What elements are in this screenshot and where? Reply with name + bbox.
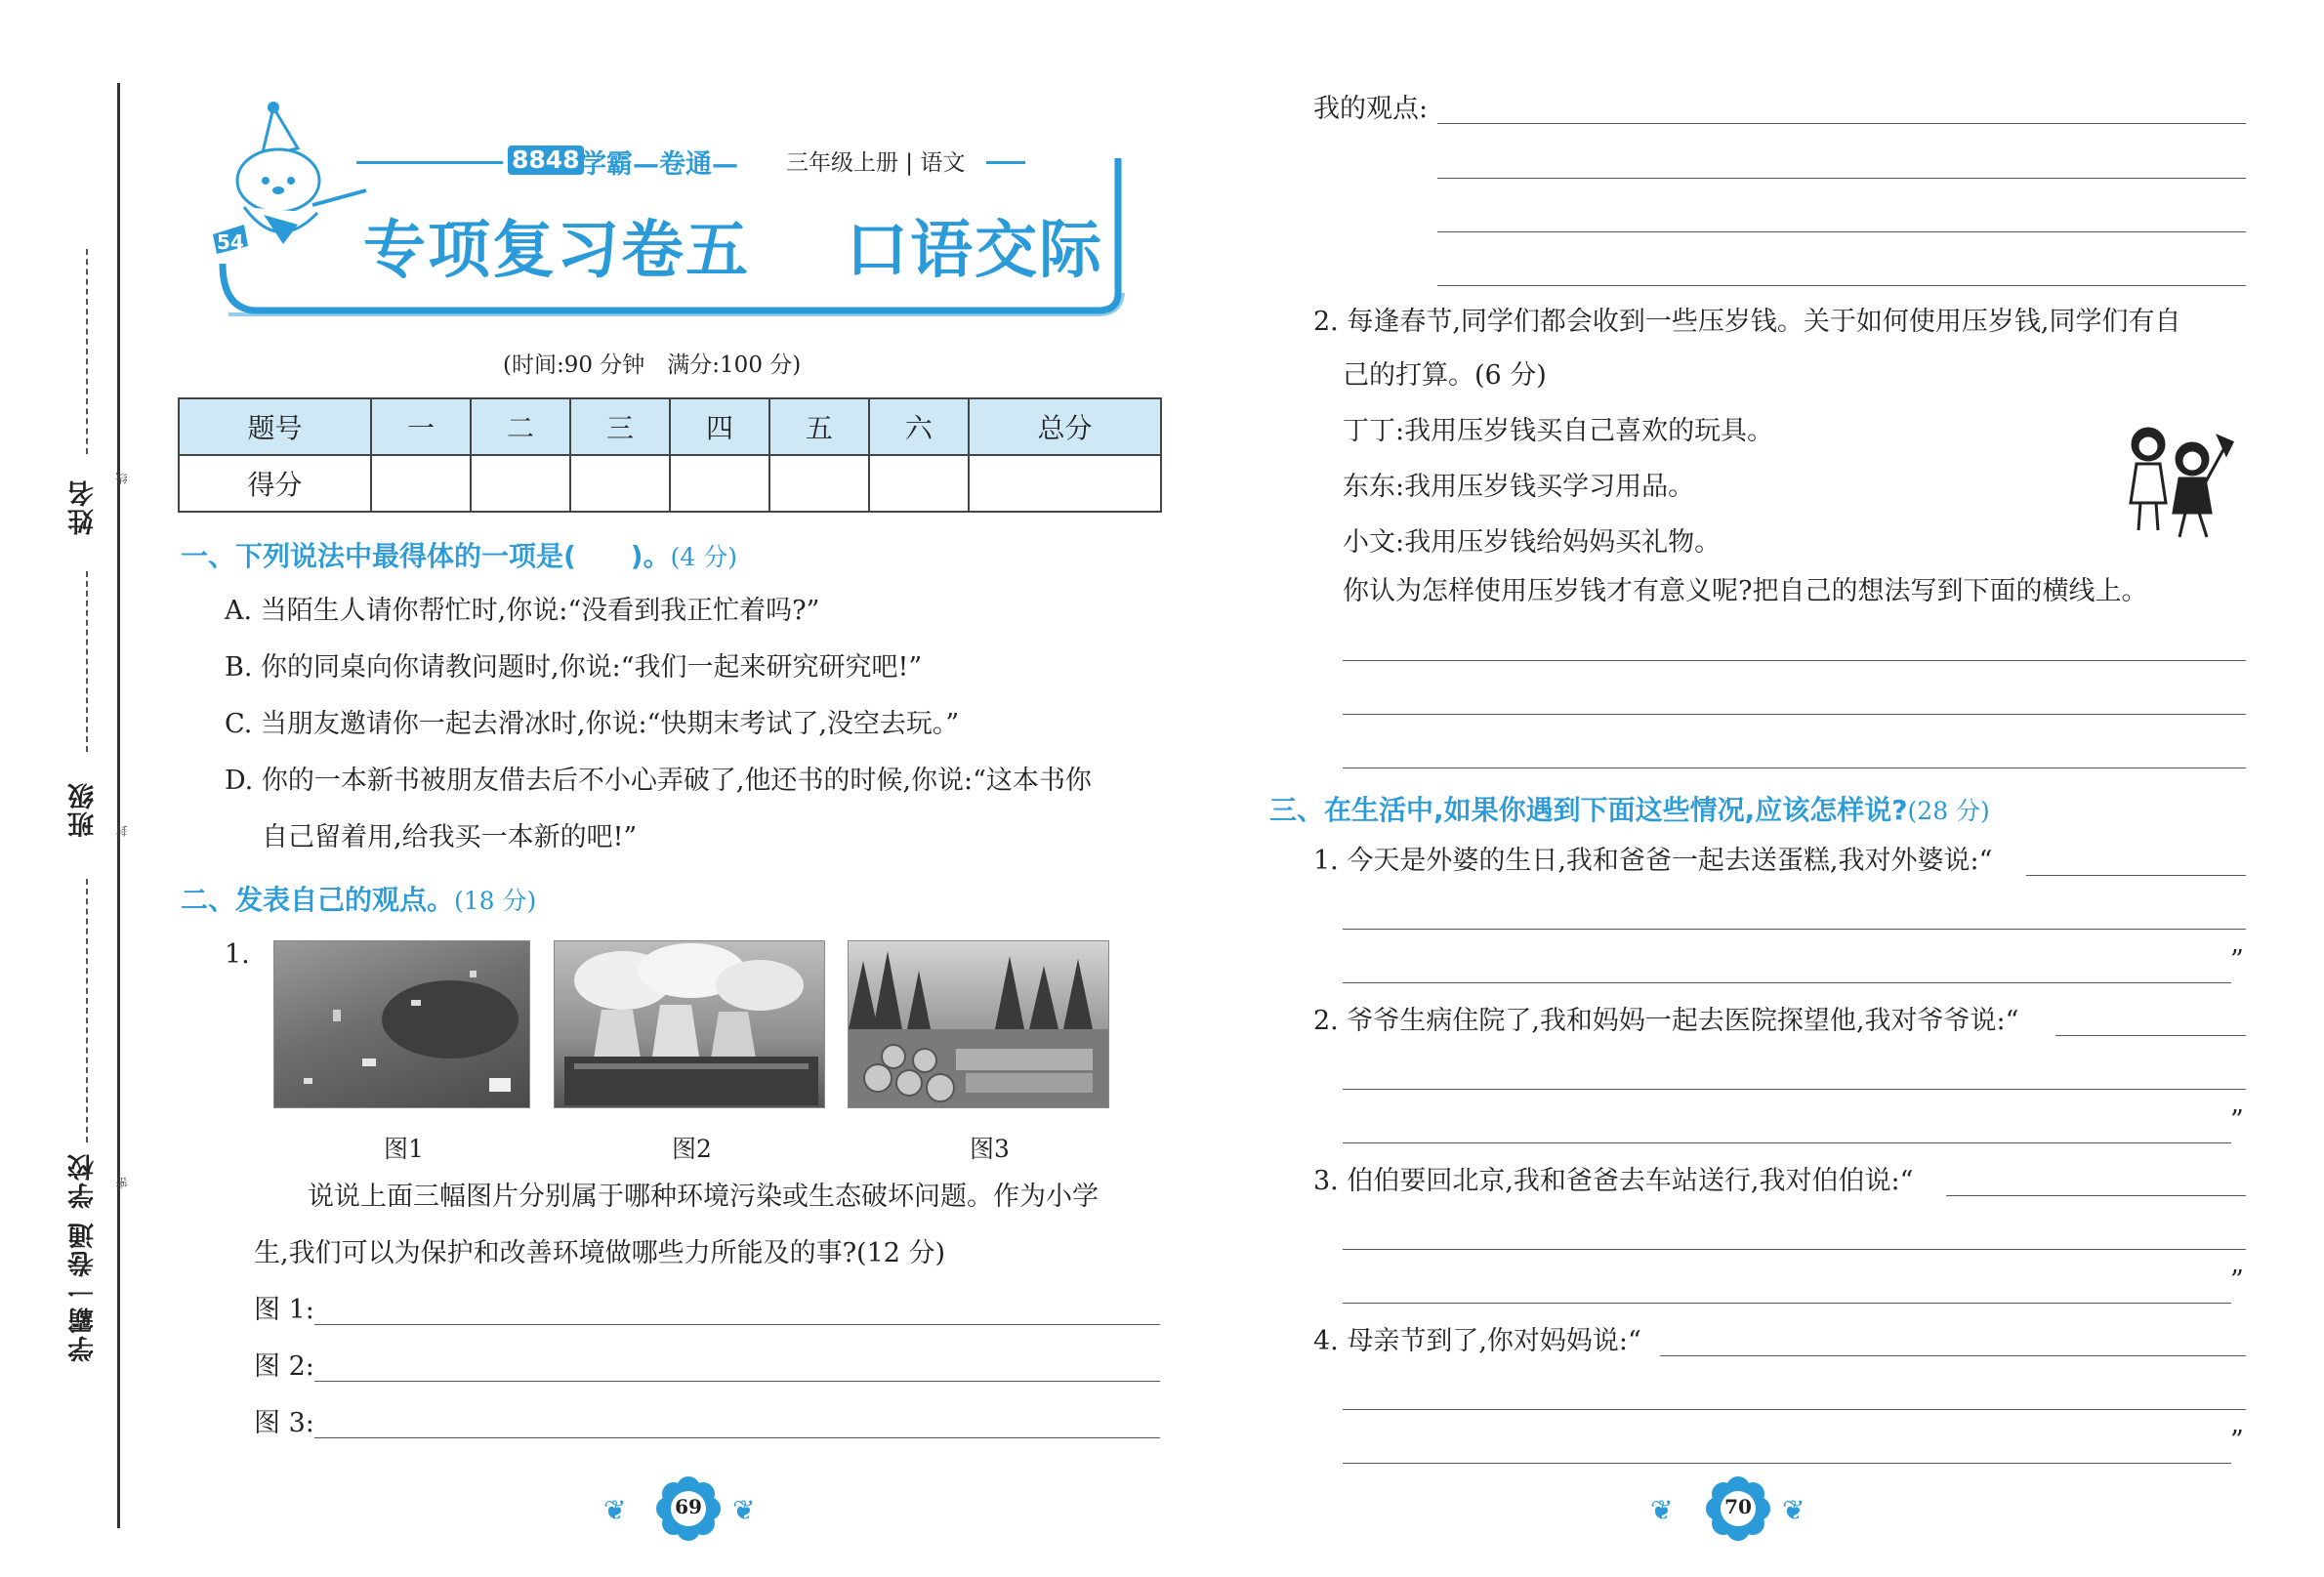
score-table-score-row <box>179 455 1161 512</box>
answer-line-fig3[interactable] <box>314 1437 1160 1438</box>
sidebar-dash-2 <box>86 571 88 752</box>
photo-power-plant <box>554 940 825 1108</box>
my-view-line-3[interactable] <box>1437 231 2246 232</box>
dialogue-xiaowen: 小文:我用压岁钱给妈妈买礼物。 <box>1343 527 1722 558</box>
series-badge: 8848 <box>508 145 584 175</box>
page-number-right <box>1704 1474 1772 1543</box>
item3-close-quote: ” <box>2230 1266 2244 1296</box>
page-number-left-text: 69 <box>675 1495 702 1518</box>
score-table-header-row <box>179 398 1161 455</box>
sprout-icon-left-b: ❦ <box>732 1494 756 1526</box>
section1-option-d-cont: 自己留着用,给我买一本新的吧!” <box>262 822 638 852</box>
score-row-label: 得分 <box>179 455 371 512</box>
score-header-cell: 五 <box>769 398 869 455</box>
banner-line-right <box>986 161 1025 164</box>
sidebar-dash-3 <box>86 879 88 1142</box>
section2-q1-number: 1. <box>225 939 250 970</box>
section2-q1-text-1: 说说上面三幅图片分别属于哪种环境污染或生态破坏问题。作为小学 <box>308 1182 1099 1212</box>
section3-points: (28 分) <box>1907 797 1990 825</box>
item3-line-a[interactable] <box>1946 1195 2246 1196</box>
item2-close-quote: ” <box>2230 1105 2244 1136</box>
score-header-cell: 三 <box>570 398 670 455</box>
page-number-left <box>654 1474 723 1543</box>
answer-label-fig1: 图 1: <box>254 1295 314 1325</box>
my-view-line-4[interactable] <box>1437 285 2246 286</box>
page-number-right-text: 70 <box>1724 1495 1752 1518</box>
score-header-cell: 四 <box>670 398 769 455</box>
section1-option-a[interactable]: A. 当陌生人请你帮忙时,你说:“没看到我正忙着吗?” <box>225 596 820 626</box>
section2-q2-line1: 2. 每逢春节,同学们都会收到一些压岁钱。关于如何使用压岁钱,同学们有自 <box>1313 307 2181 337</box>
caption-fig3: 图3 <box>970 1135 1010 1163</box>
dialogue-dongdong: 东东:我用压岁钱买学习用品。 <box>1343 472 1695 502</box>
section3-item-2: 2. 爷爷生病住院了,我和妈妈一起去医院探望他,我对爷爷说:“ <box>1313 1006 2019 1036</box>
my-view-line-1[interactable] <box>1437 123 2246 124</box>
item4-line-a[interactable] <box>1660 1355 2246 1356</box>
sidebar-dash-1 <box>86 249 88 454</box>
photo-logging <box>848 940 1109 1108</box>
page-title: 专项复习卷五 <box>363 215 750 287</box>
answer-label-fig2: 图 2: <box>254 1351 314 1382</box>
item3-line-b[interactable] <box>1343 1249 2246 1250</box>
item2-line-a[interactable] <box>2055 1035 2246 1036</box>
section3-item-1: 1. 今天是外婆的生日,我和爸爸一起去送蛋糕,我对外婆说:“ <box>1313 846 1993 876</box>
caption-fig2: 图2 <box>672 1135 712 1163</box>
photo-litter <box>273 940 530 1108</box>
item3-line-c[interactable] <box>1343 1303 2231 1304</box>
score-input-cell[interactable] <box>670 455 769 512</box>
score-input-cell[interactable] <box>570 455 670 512</box>
item2-line-c[interactable] <box>1343 1142 2231 1143</box>
score-header-cell: 一 <box>371 398 471 455</box>
score-input-cell[interactable] <box>471 455 570 512</box>
cut-mark-secret: 密 <box>115 1177 129 1188</box>
class-label: 班级 <box>68 781 99 838</box>
q2-answer-line-1[interactable] <box>1343 660 2246 661</box>
sprout-icon-left-a: ❦ <box>603 1494 627 1526</box>
children-illustration-icon <box>2109 415 2236 542</box>
series-label: 学霸一卷通 <box>68 1221 99 1362</box>
score-table <box>178 397 1162 513</box>
section2-q2-prompt: 你认为怎样使用压岁钱才有意义呢?把自己的想法写到下面的横线上。 <box>1343 576 2148 606</box>
exam-info: (时间:90 分钟 满分:100 分) <box>503 353 802 378</box>
section1-option-b[interactable]: B. 你的同桌向你请教问题时,你说:“我们一起来研究研究吧!” <box>225 652 923 683</box>
q2-answer-line-2[interactable] <box>1343 714 2246 715</box>
item4-line-c[interactable] <box>1343 1463 2231 1464</box>
section1-heading: 一、下列说法中最得体的一项是( )。 <box>181 540 671 572</box>
cut-mark-seal: 封 <box>115 825 129 837</box>
sidebar-rule <box>117 83 120 1528</box>
section1-option-c[interactable]: C. 当朋友邀请你一起去滑冰时,你说:“快期末考试了,没空去玩。” <box>225 709 960 739</box>
sprout-icon-right-a: ❦ <box>1650 1494 1674 1526</box>
banner-line-left <box>356 161 503 164</box>
section2-q2-line2: 己的打算。(6 分) <box>1343 360 1547 391</box>
item1-line-a[interactable] <box>2026 875 2246 876</box>
section2-title <box>181 879 536 918</box>
my-view-line-2[interactable] <box>1437 178 2246 179</box>
section3-title <box>1269 789 1990 828</box>
item2-line-b[interactable] <box>1343 1089 2246 1090</box>
dialogue-dingding: 丁丁:我用压岁钱买自己喜欢的玩具。 <box>1343 416 1774 446</box>
section1-points: (4 分) <box>670 543 737 571</box>
section3-item-4: 4. 母亲节到了,你对妈妈说:“ <box>1313 1326 1641 1356</box>
section2-points: (18 分) <box>454 887 537 915</box>
section3-item-3: 3. 伯伯要回北京,我和爸爸去车站送行,我对伯伯说:“ <box>1313 1166 1914 1196</box>
mascot-number: 54 <box>217 230 244 254</box>
school-label: 学校 <box>68 1152 99 1209</box>
section1-option-d[interactable]: D. 你的一本新书被朋友借去后不小心弄破了,他还书的时候,你说:“这本书你 <box>225 766 1092 796</box>
name-label: 姓名 <box>68 478 99 535</box>
caption-fig1: 图1 <box>384 1135 424 1163</box>
section2-q1-text-2: 生,我们可以为保护和改善环境做哪些力所能及的事?(12 分) <box>254 1238 946 1268</box>
item4-line-b[interactable] <box>1343 1409 2246 1410</box>
section1-title <box>181 535 737 574</box>
section2-heading: 二、发表自己的观点。 <box>181 884 455 916</box>
score-header-cell: 二 <box>471 398 570 455</box>
series-name: 学霸—卷通— <box>580 149 738 180</box>
grade-subject: 三年级上册 | 语文 <box>786 150 966 176</box>
item1-line-b[interactable] <box>1343 929 2246 930</box>
score-input-cell[interactable] <box>769 455 869 512</box>
item1-close-quote: ” <box>2230 945 2244 975</box>
score-input-cell[interactable] <box>371 455 471 512</box>
score-header-cell: 总分 <box>969 398 1161 455</box>
score-input-cell[interactable] <box>869 455 969 512</box>
score-input-cell[interactable] <box>969 455 1161 512</box>
answer-line-fig1[interactable] <box>314 1324 1160 1325</box>
page-subtitle: 口语交际 <box>846 215 1103 287</box>
answer-label-fig3: 图 3: <box>254 1408 314 1438</box>
item1-line-c[interactable] <box>1343 982 2231 983</box>
my-view-label: 我的观点: <box>1313 94 1429 124</box>
sprout-icon-right-b: ❦ <box>1782 1494 1805 1526</box>
section3-heading: 三、在生活中,如果你遇到下面这些情况,应该怎样说? <box>1269 794 1908 826</box>
item4-close-quote: ” <box>2230 1426 2244 1456</box>
score-header-cell: 六 <box>869 398 969 455</box>
score-header-cell: 题号 <box>179 398 371 455</box>
cut-mark-line: 线 <box>115 473 129 484</box>
answer-line-fig2[interactable] <box>314 1381 1160 1382</box>
